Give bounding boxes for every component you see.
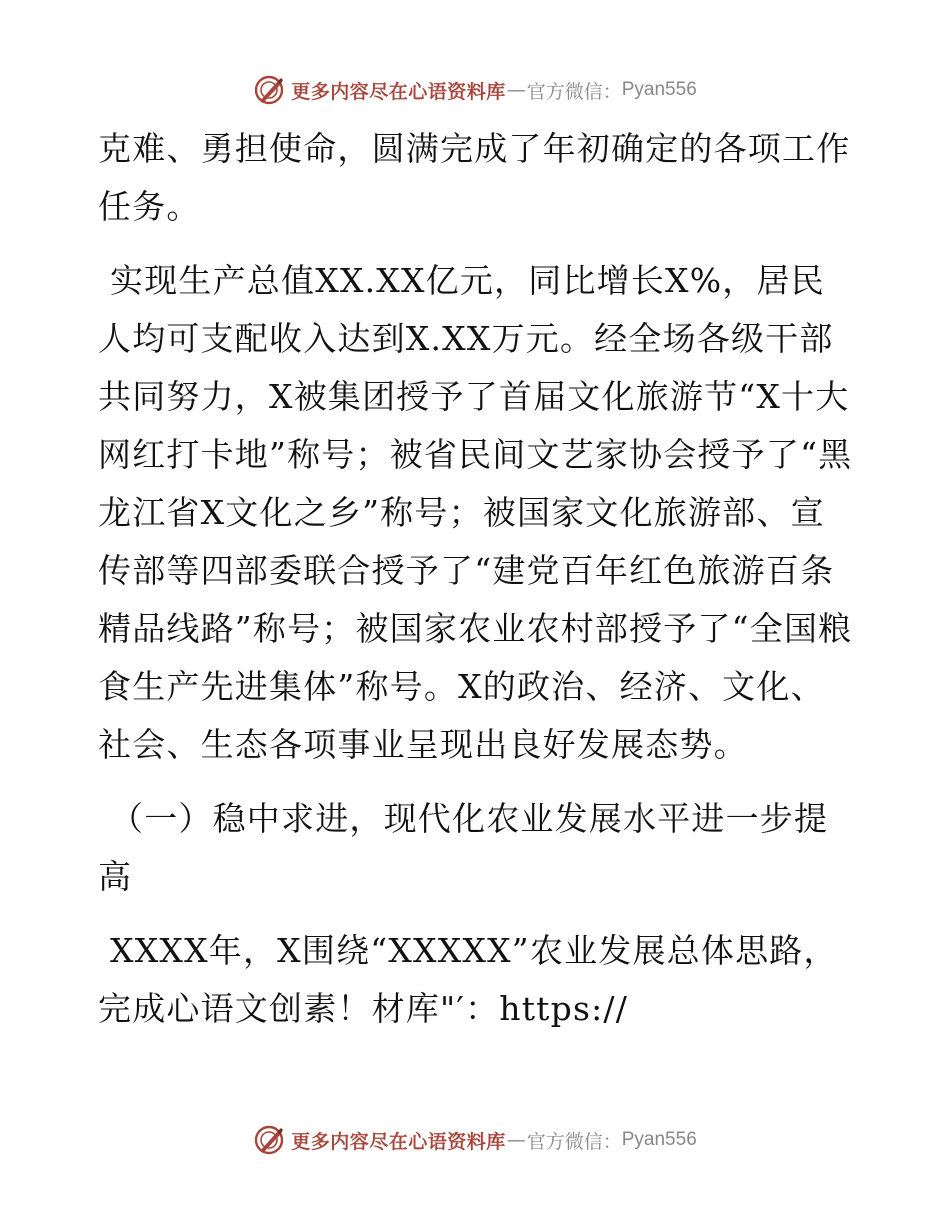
footer-watermark-banner xyxy=(0,1122,950,1158)
pen-logo-icon xyxy=(253,1124,285,1156)
body-paragraph-3: XXXX年，X围绕“XXXXX”农业发展总体思路，完成心语文创素！材库"′：https:// xyxy=(98,931,838,1028)
banner-wechat-id: Pyan556 xyxy=(621,1129,697,1150)
banner-wechat-label: 官方微信： xyxy=(526,1130,622,1153)
banner-main-text: 更多内容尽在心语资料库 xyxy=(291,80,506,103)
body-paragraph-2: 实现生产总值XX.XX亿元，同比增长X%，居民人均可支配收入达到X.XX万元。经全场各级干部共同努力，X被集团授予了首届文化旅游节“X十大网红打卡地”称号；被省民间文艺家协会授予了“黑龙江省X文化之乡”称号；被国家文化旅游部、宣传部等四部委联合授予了“建党百年红色旅游百条精品线路”称号；被国家农业农村部授予了“全国粮食生产先进集体”称号。X的政治、经济、文化、社会、生态各项事业呈现出良好发展态势。 xyxy=(98,261,853,764)
pen-logo-icon xyxy=(253,74,285,106)
banner-wechat-label: 官方微信： xyxy=(526,80,622,103)
document-body xyxy=(98,120,854,1054)
banner-separator: — xyxy=(506,79,526,101)
body-paragraph-1: 克难、勇担使命，圆满完成了年初确定的各项工作任务。 xyxy=(98,129,851,226)
banner-separator: — xyxy=(506,1129,526,1151)
banner-main-text: 更多内容尽在心语资料库 xyxy=(291,1130,506,1153)
banner-wechat-id: Pyan556 xyxy=(621,79,697,100)
header-watermark-banner xyxy=(0,72,950,108)
section-heading: （一）稳中求进，现代化农业发展水平进一步提高 xyxy=(98,799,829,896)
